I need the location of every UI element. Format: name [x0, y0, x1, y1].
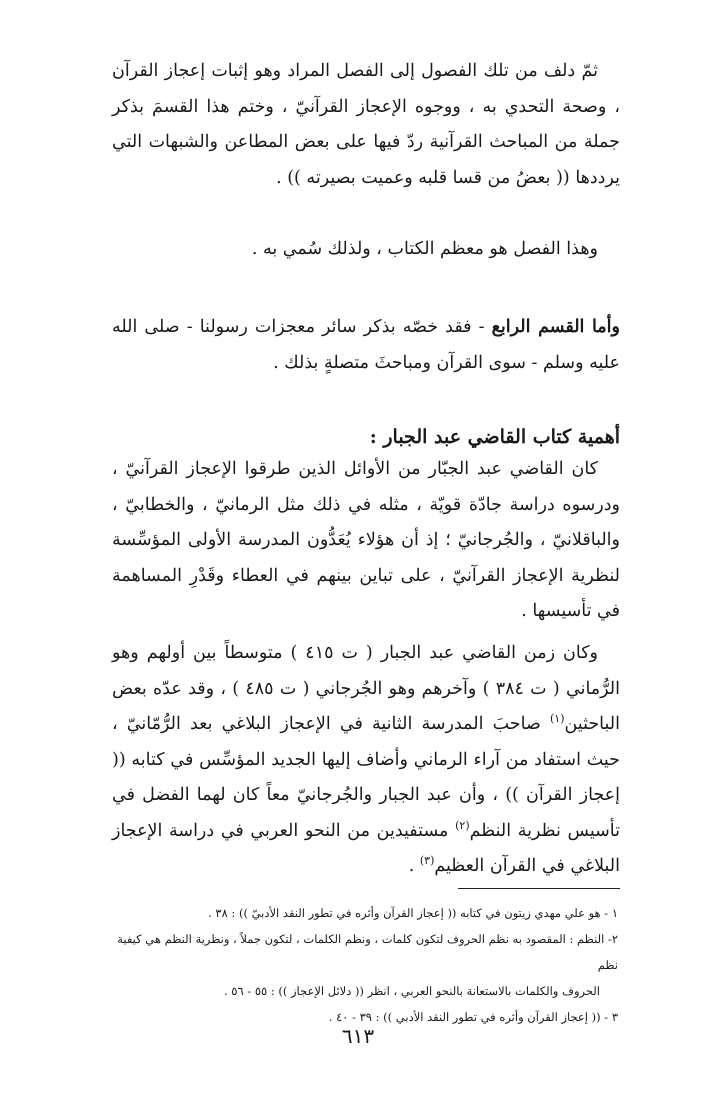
paragraph-importance: [112, 452, 620, 630]
footnotes: [100, 900, 618, 1030]
paragraph-text: كان القاضي عبد الجبّار من الأوائل الذين طرقوا الإعجاز القرآنيّ ، ودرسوه دراسة جادّة قويّة ، مثله في ذلك مثل الرمانيّ ، والخطابيّ ، والباقلانيّ ، والجُرجانيّ ؛ إذ أن هؤلاء يُعَدُّون المدرسة الأولى المؤسِّسة لنظرية الإعجاز القرآنيّ ، على تباين بينهم في العطاء وقَدْرِ المساهمة في تأسيسها .: [112, 459, 620, 621]
paragraph-conclusion-of-third-section: [112, 54, 620, 196]
paragraph-text: وهذا الفصل هو معظم الكتاب ، ولذلك سُمي به .: [251, 239, 598, 259]
footnote-ref-3[interactable]: (٣): [419, 854, 435, 868]
fourth-section-lead: وأما القسم الرابع: [491, 317, 620, 337]
footnote-3: ٣ - (( إعجاز القرآن وأثره في تطور النقد الأدبي )) : ٣٩ - ٤٠ .: [328, 1010, 618, 1024]
footnote-separator: [458, 888, 620, 889]
footnote-2: ٢- النظم : المقصود به نظم الحروف لتكون كلمات ، ونظم الكلمات ، لتكون جملاً ، ونظرية النظم هي كيفية نظم: [117, 932, 618, 972]
paragraph-text: .: [408, 856, 420, 876]
paragraph-text: ثمّ دلف من تلك الفصول إلى الفصل المراد وهو إثبات إعجاز القرآن ، وصحة التحدي به ، ووجوه الإعجاز القرآنيّ ، وختم هذا القسمَ بذكر جملة من المباحث القرآنية ردّ فيها على بعض المطاعن والشبهات التي يرددها (( بعضُ من قسا قلبه وعميت بصيرته )) .: [112, 61, 620, 188]
paragraph-text: وكان زمن القاضي عبد الجبار ( ت ٤١٥ ) متوسطاً بين أولهم وهو الرُّماني ( ت ٣٨٤ ) وآخرهم وهو الجُرجاني ( ت ٤٨٥ ) ، وقد عدّه بعض الباحثين: [112, 643, 620, 734]
footnote-2-continuation: الحروف والكلمات بالاستعانة بالنحو العربي ، انظر (( دلائل الإعجاز )) : ٥٥ - ٥٦ .: [223, 984, 600, 998]
footnote-ref-1[interactable]: (١): [549, 712, 565, 726]
paragraph-text: - فقد خصّه بذكر سائر معجزات رسولنا - صلى الله عليه وسلم - سوى القرآن ومباحثَ متصلةٍ بذلك .: [112, 317, 620, 373]
paragraph-text: صاحبَ المدرسة الثانية في الإعجاز البلاغي بعد الرُّمّانيّ ، حيث استفاد من آراء الرماني وأضاف إليها الجديد المؤسِّس في كتابه (( إعجاز القرآن )) ، وأن عبد الجبار والجُرجانيّ معاً كان لهما الفضل في تأسيس نظرية النظم: [112, 714, 620, 841]
footnote-ref-2[interactable]: (٢): [455, 818, 470, 832]
paragraph-historical-position: [112, 636, 620, 885]
footnote-1: ١ - هو علي مهدي زيتون في كتابه (( إعجاز القرآن وأثره في تطور النقد الأدبيّ )) : ٣٨ .: [208, 906, 618, 920]
paragraph-text: مستفيدين من النحو العربي في دراسة الإعجاز البلاغي في القرآن العظيم: [112, 820, 620, 876]
paragraph-fourth-section: [112, 310, 620, 381]
page-number: ٦١٣: [341, 1024, 375, 1048]
section-heading: أهمية كتاب القاضي عبد الجبار :: [369, 426, 620, 448]
paragraph-chapter-note: [112, 232, 620, 268]
